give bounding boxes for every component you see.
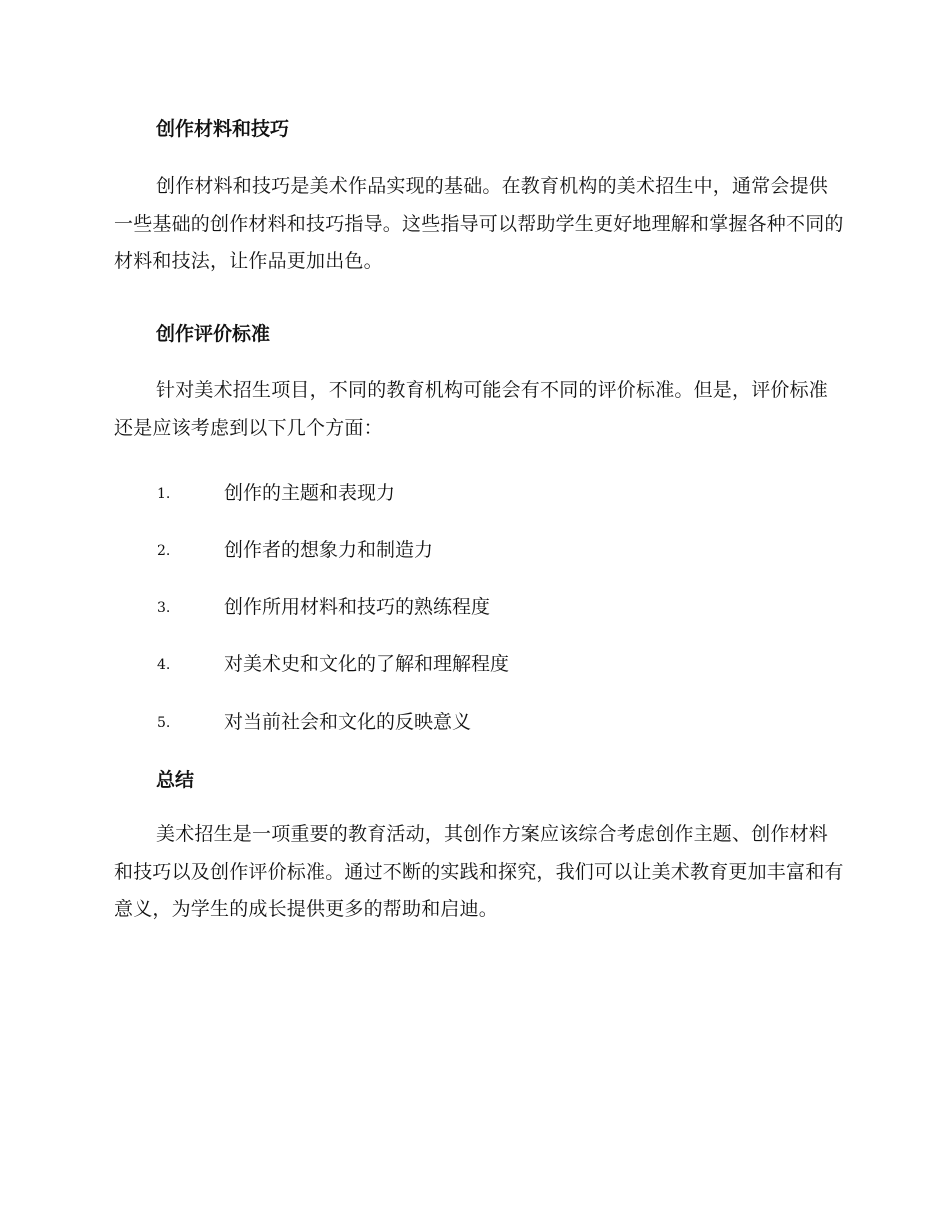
section-heading-materials: 创作材料和技巧 [156,118,290,140]
list-item-number: 4. [157,657,171,673]
section-heading-summary: 总结 [156,769,195,791]
paragraph-evaluation: 针对美术招生项目，不同的教育机构可能会有不同的评价标准。但是，评价标准还是应该考虑到以下几个方面： [114,379,829,439]
list-item-number: 2. [157,543,171,559]
paragraph-summary: 美术招生是一项重要的教育活动，其创作方案应该综合考虑创作主题、创作材料和技巧以及创作评价标准。通过不断的实践和探究，我们可以让美术教育更加丰富和有意义，为学生的成长提供更多的帮助和启迪。 [114,823,844,920]
section-heading-evaluation: 创作评价标准 [156,323,271,345]
list-item-text: 创作所用材料和技巧的熟练程度 [224,596,491,618]
list-item-number: 5. [157,715,171,731]
list-item-number: 1. [157,486,171,502]
list-item-text: 创作的主题和表现力 [224,482,396,504]
paragraph-materials: 创作材料和技巧是美术作品实现的基础。在教育机构的美术招生中，通常会提供一些基础的创作材料和技巧指导。这些指导可以帮助学生更好地理解和掌握各种不同的材料和技法，让作品更加出色。 [114,175,844,272]
list-item-text: 创作者的想象力和制造力 [224,539,434,561]
list-item-number: 3. [157,600,171,616]
list-item-text: 对当前社会和文化的反映意义 [224,711,472,733]
list-item-text: 对美术史和文化的了解和理解程度 [224,653,510,675]
